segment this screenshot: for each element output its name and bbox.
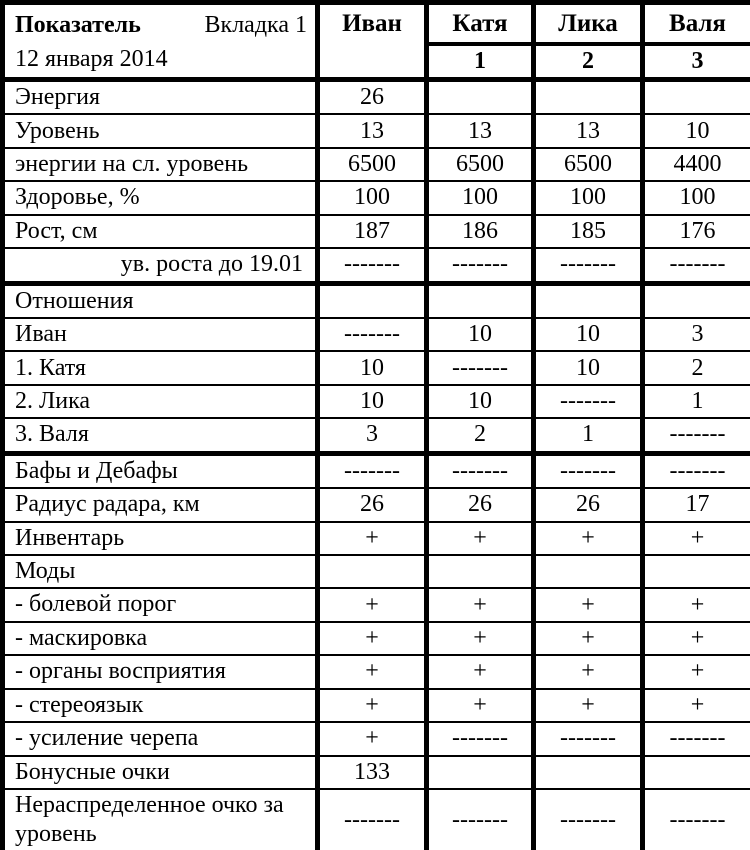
row-label: 2. Лика	[3, 385, 318, 418]
table-row	[3, 148, 750, 181]
cell-value	[318, 555, 427, 588]
cell-value: +	[643, 689, 750, 722]
cell-value: +	[534, 522, 643, 555]
cell-value: -------	[427, 453, 534, 488]
row-label: - болевой порог	[3, 588, 318, 621]
cell-value: 26	[318, 80, 427, 115]
cell-value: 10	[534, 318, 643, 351]
indicator-label: Показатель	[15, 12, 141, 38]
cell-value: 100	[643, 181, 750, 214]
cell-value: +	[318, 722, 427, 755]
table-row	[3, 80, 750, 115]
row-label: - маскировка	[3, 622, 318, 655]
cell-value: 1	[643, 385, 750, 418]
table-row	[3, 756, 750, 789]
table-row	[3, 248, 750, 283]
cell-value: -------	[318, 789, 427, 850]
table-row	[3, 588, 750, 621]
cell-value: 6500	[427, 148, 534, 181]
cell-value: 6500	[318, 148, 427, 181]
row-label: Моды	[3, 555, 318, 588]
column-number-valya: 3	[643, 44, 750, 80]
cell-value: 3	[643, 318, 750, 351]
row-label: - стереоязык	[3, 689, 318, 722]
cell-value: +	[534, 655, 643, 688]
cell-value: -------	[427, 789, 534, 850]
row-label: Рост, см	[3, 215, 318, 248]
cell-value: +	[427, 588, 534, 621]
column-header-lika: Лика	[534, 3, 643, 44]
row-label: Иван	[3, 318, 318, 351]
table-row	[3, 283, 750, 318]
column-number-lika: 2	[534, 44, 643, 80]
cell-value: 10	[643, 114, 750, 147]
table-row	[3, 385, 750, 418]
column-header-ivan: Иван	[318, 3, 427, 80]
table-title-cell	[3, 3, 318, 80]
cell-value	[427, 80, 534, 115]
table-row	[3, 351, 750, 384]
cell-value	[643, 80, 750, 115]
cell-value: 6500	[534, 148, 643, 181]
row-label: 3. Валя	[3, 418, 318, 453]
cell-value: 26	[534, 488, 643, 521]
cell-value: -------	[643, 248, 750, 283]
table-header	[3, 3, 750, 80]
column-number-katya: 1	[427, 44, 534, 80]
cell-value: 185	[534, 215, 643, 248]
cell-value: 3	[318, 418, 427, 453]
cell-value: 176	[643, 215, 750, 248]
cell-value	[534, 555, 643, 588]
table-row	[3, 689, 750, 722]
row-label: 1. Катя	[3, 351, 318, 384]
cell-value: 100	[318, 181, 427, 214]
cell-value: 1	[534, 418, 643, 453]
cell-value: +	[318, 655, 427, 688]
cell-value: -------	[643, 789, 750, 850]
row-label: энергии на сл. уровень	[3, 148, 318, 181]
table-body	[3, 80, 750, 850]
cell-value: +	[427, 655, 534, 688]
table-row	[3, 522, 750, 555]
row-label: Радиус радара, км	[3, 488, 318, 521]
cell-value: 10	[318, 385, 427, 418]
table-row	[3, 318, 750, 351]
table-row	[3, 488, 750, 521]
cell-value: 10	[318, 351, 427, 384]
cell-value	[318, 283, 427, 318]
table-row	[3, 622, 750, 655]
cell-value	[427, 756, 534, 789]
cell-value	[534, 283, 643, 318]
cell-value	[534, 80, 643, 115]
column-header-katya: Катя	[427, 3, 534, 44]
cell-value: -------	[534, 248, 643, 283]
row-label: Уровень	[3, 114, 318, 147]
table-row	[3, 655, 750, 688]
table-row	[3, 114, 750, 147]
row-label: Бафы и Дебафы	[3, 453, 318, 488]
cell-value: -------	[534, 385, 643, 418]
cell-value: -------	[427, 351, 534, 384]
cell-value: +	[643, 522, 750, 555]
row-label: - усиление черепа	[3, 722, 318, 755]
cell-value: -------	[643, 418, 750, 453]
cell-value: 10	[427, 318, 534, 351]
cell-value: +	[318, 622, 427, 655]
table-row	[3, 453, 750, 488]
row-label: - органы восприятия	[3, 655, 318, 688]
cell-value: +	[318, 588, 427, 621]
row-label: Здоровье, %	[3, 181, 318, 214]
cell-value: 133	[318, 756, 427, 789]
row-label: Нераспределенное очко за уровень	[3, 789, 318, 850]
cell-value: 10	[427, 385, 534, 418]
cell-value: 186	[427, 215, 534, 248]
cell-value: -------	[318, 318, 427, 351]
cell-value: 100	[534, 181, 643, 214]
table-row	[3, 418, 750, 453]
cell-value	[427, 283, 534, 318]
cell-value: 26	[318, 488, 427, 521]
cell-value: 187	[318, 215, 427, 248]
cell-value: 2	[643, 351, 750, 384]
cell-value: -------	[534, 722, 643, 755]
table-row	[3, 722, 750, 755]
cell-value	[643, 756, 750, 789]
cell-value: -------	[643, 453, 750, 488]
cell-value: +	[427, 522, 534, 555]
cell-value: +	[643, 655, 750, 688]
cell-value: +	[643, 622, 750, 655]
cell-value: -------	[427, 248, 534, 283]
cell-value: +	[534, 689, 643, 722]
cell-value	[643, 283, 750, 318]
cell-value: +	[534, 622, 643, 655]
cell-value: -------	[534, 789, 643, 850]
row-label: Отношения	[3, 283, 318, 318]
cell-value: +	[318, 522, 427, 555]
cell-value: 17	[643, 488, 750, 521]
cell-value: -------	[318, 453, 427, 488]
table-row	[3, 789, 750, 850]
cell-value: 13	[318, 114, 427, 147]
cell-value: -------	[318, 248, 427, 283]
cell-value: 26	[427, 488, 534, 521]
cell-value	[427, 555, 534, 588]
date-label: 12 января 2014	[15, 46, 168, 72]
cell-value: +	[427, 689, 534, 722]
cell-value: -------	[643, 722, 750, 755]
cell-value: +	[318, 689, 427, 722]
row-label: Инвентарь	[3, 522, 318, 555]
tab-label: Вкладка 1	[204, 12, 307, 38]
table-row	[3, 215, 750, 248]
row-label: Бонусные очки	[3, 756, 318, 789]
column-header-valya: Валя	[643, 3, 750, 44]
cell-value: +	[427, 622, 534, 655]
cell-value: 4400	[643, 148, 750, 181]
cell-value	[643, 555, 750, 588]
cell-value: -------	[534, 453, 643, 488]
table-row	[3, 555, 750, 588]
cell-value: 2	[427, 418, 534, 453]
cell-value: -------	[427, 722, 534, 755]
cell-value: +	[643, 588, 750, 621]
cell-value	[534, 756, 643, 789]
cell-value: 13	[534, 114, 643, 147]
row-label: ув. роста до 19.01	[3, 248, 318, 283]
cell-value: +	[534, 588, 643, 621]
header-row-names	[3, 3, 750, 44]
cell-value: 10	[534, 351, 643, 384]
cell-value: 100	[427, 181, 534, 214]
table-row	[3, 181, 750, 214]
row-label: Энергия	[3, 80, 318, 115]
cell-value: 13	[427, 114, 534, 147]
